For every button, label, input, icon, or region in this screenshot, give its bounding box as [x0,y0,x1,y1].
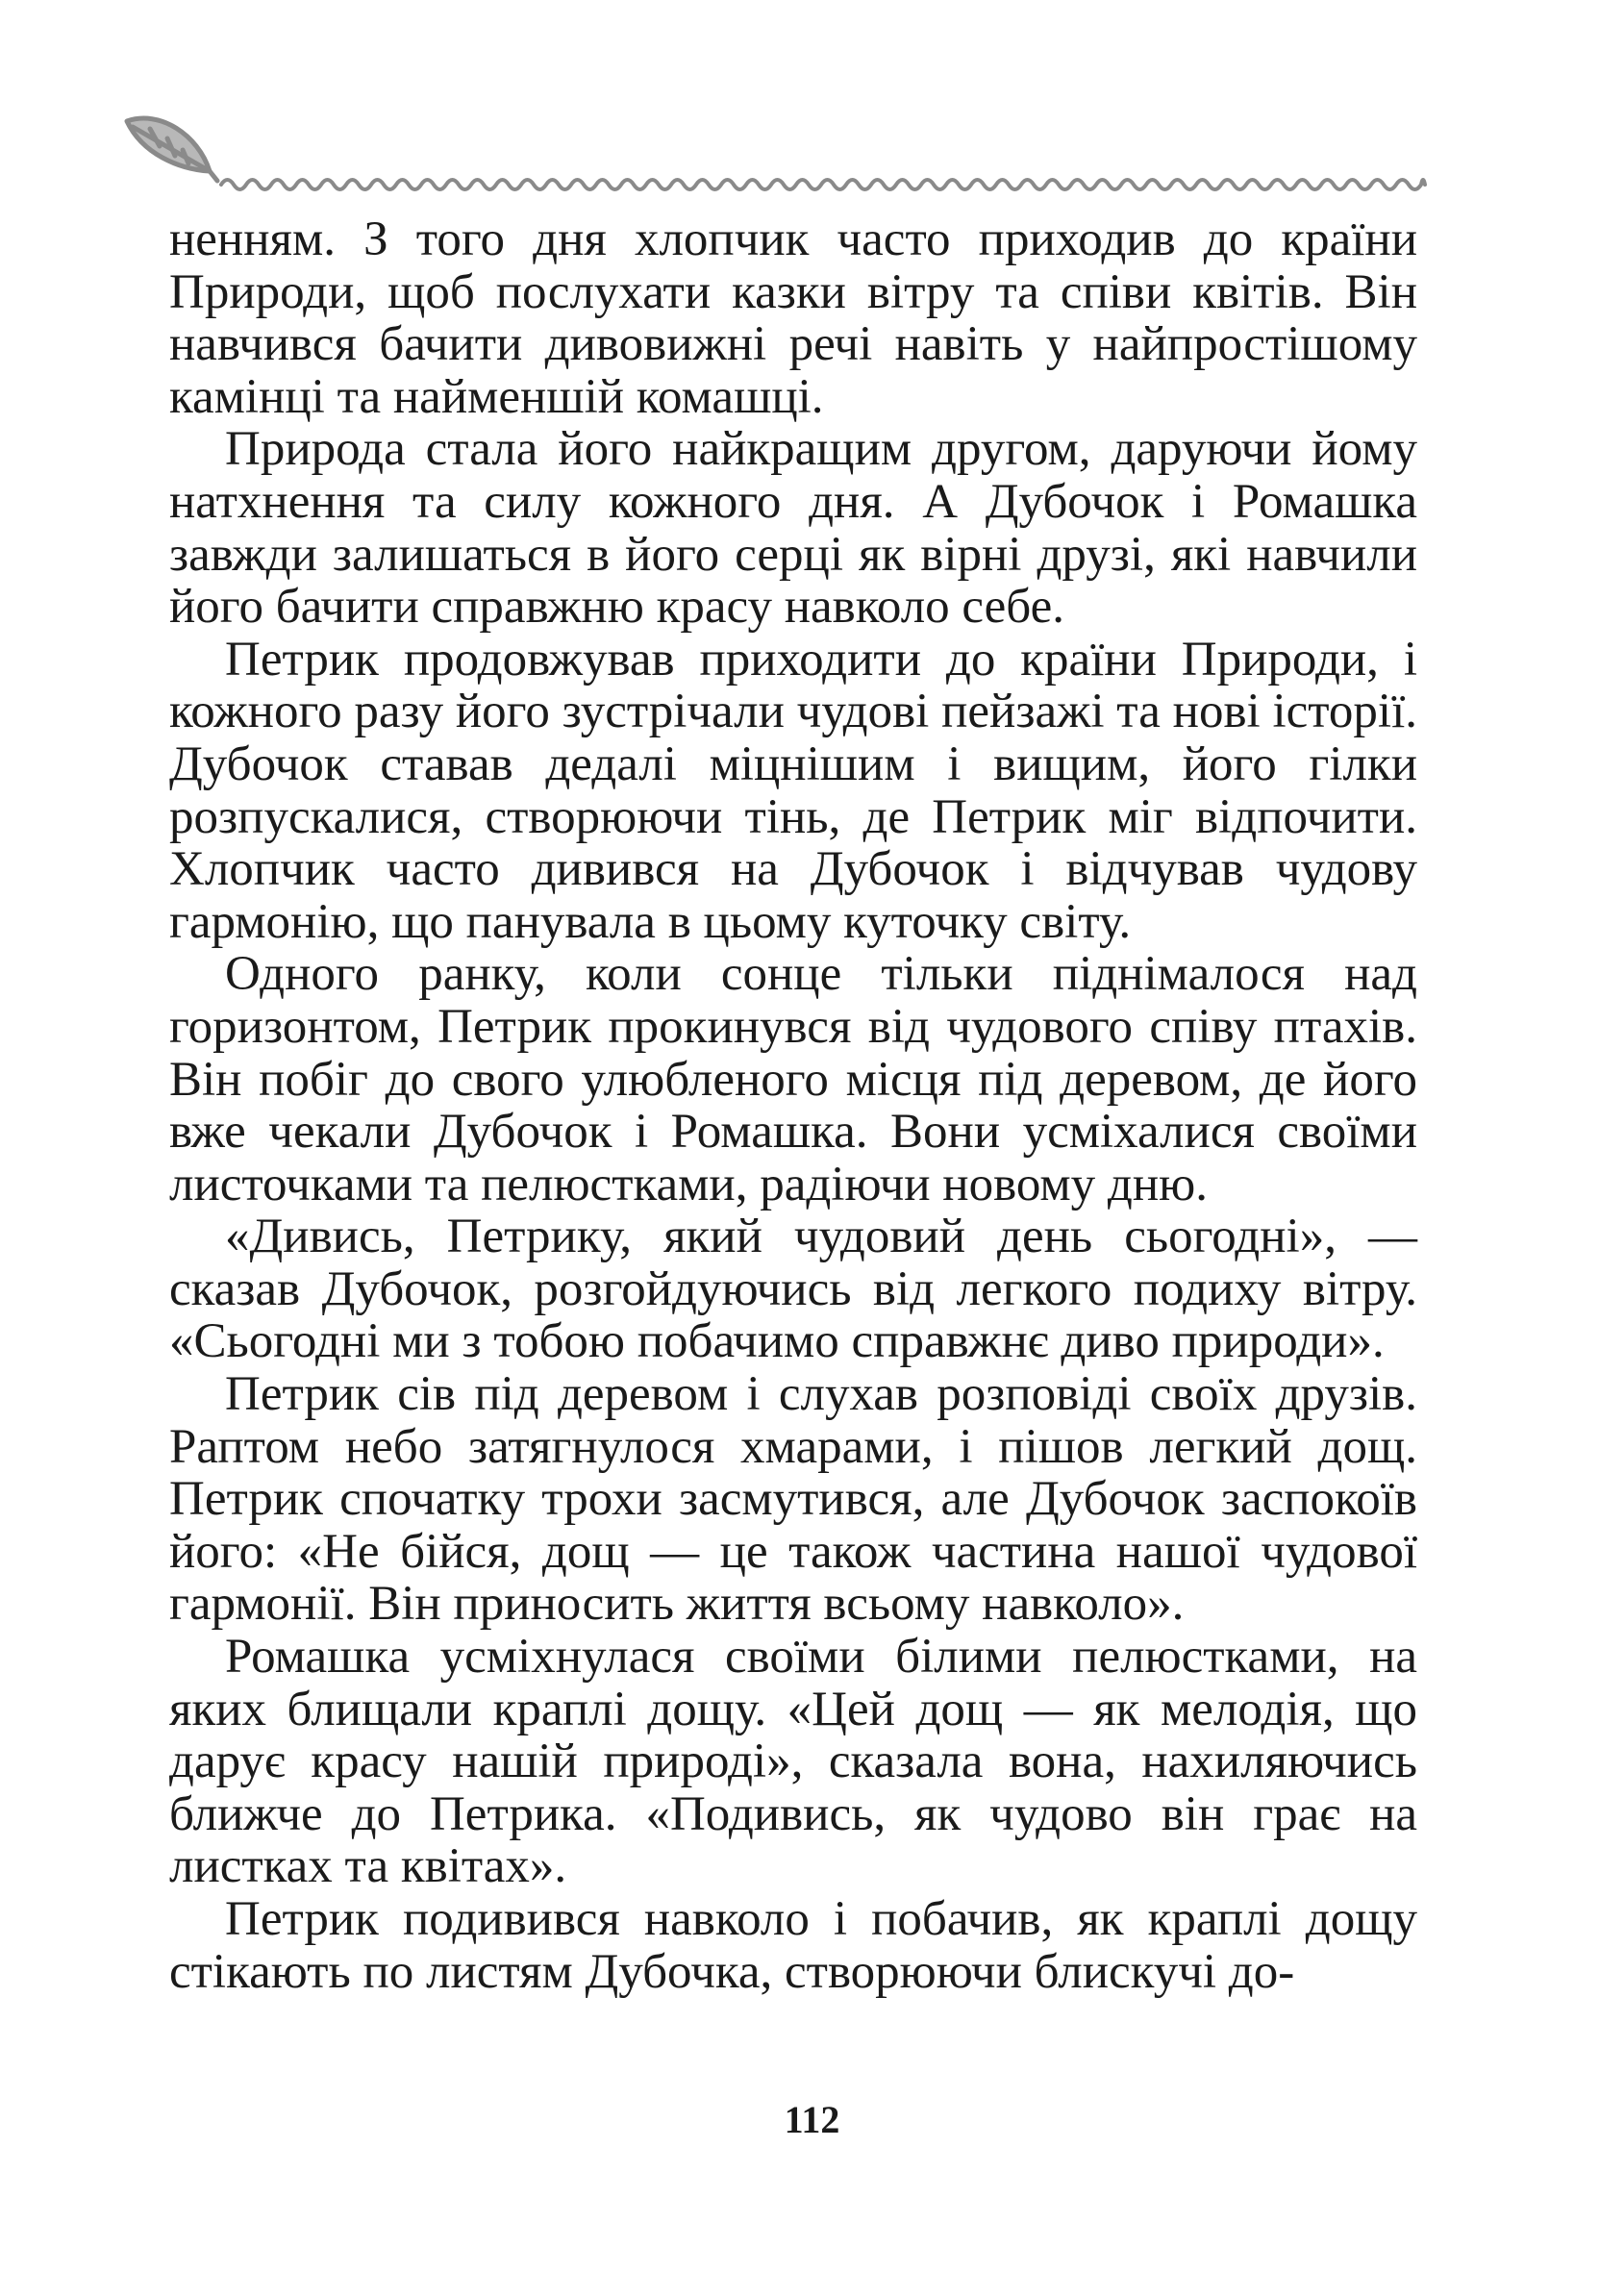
paragraph: Петрик подивився навколо і побачив, як краплі дощу стікають по листям Дубочка, створюючи блискучі до- [169,1892,1417,1999]
paragraph: Петрик продовжував приходити до країни Природи, і кожного разу його зустрічали чудові пейзажі та нові історії. Дубочок ставав дедалі міцнішим і вищим, його гілки розпускалися, створюючи тінь, де Петрик міг відпочити. Хлопчик часто дивився на Дубочок і відчував чудову гармонію, що панувала в цьому куточку світу. [169,632,1417,949]
paragraph: Одного ранку, коли сонце тільки піднімалося над горизонтом, Петрик прокинувся від чудового співу птахів. Він побіг до свого улюбленого місця під деревом, де його вже чекали Дубочок і Ромашка. Вони усміхалися своїми листочками та пелюстками, радіючи новому дню. [169,947,1417,1211]
feather-icon [121,108,1429,194]
paragraph: «Дивись, Петрику, який чудовий день сьогодні», — сказав Дубочок, розгойдуючись від легкого подиху вітру. «Сьогодні ми з тобою побачимо справжнє диво природи». [169,1210,1417,1369]
paragraph: Ромашка усміхнулася своїми білими пелюстками, на яких блищали краплі дощу. «Цей дощ — як мелодія, що дарує красу нашій природі», сказала вона, нахиляючись ближче до Петрика. «Подивись, як чудово він грає на листках та квітах». [169,1630,1417,1894]
body-text [169,213,1417,1998]
paragraph: Петрик сів під деревом і слухав розповіді своїх друзів. Раптом небо затягнулося хмарами, і пішов легкий дощ. Петрик спочатку трохи засмутився, але Дубочок заспокоїв його: «Не бійся, дощ — це також частина нашої чудової гармонії. Він приносить життя всьому навколо». [169,1367,1417,1632]
paragraph: Природа стала його найкращим другом, даруючи йому натхнення та силу кожного дня. А Дубочок і Ромашка завжди залишаться в його серці як вірні друзі, які навчили його бачити справжню красу навколо себе. [169,422,1417,635]
page-number: 112 [784,2098,840,2141]
paragraph: ненням. З того дня хлопчик часто приходив до країни Природи, щоб послухати казки вітру та співи квітів. Він навчився бачити дивовижні речі навіть у найпростішому камінці та найменшій комашці. [169,212,1417,424]
header-ornament [121,108,1429,194]
